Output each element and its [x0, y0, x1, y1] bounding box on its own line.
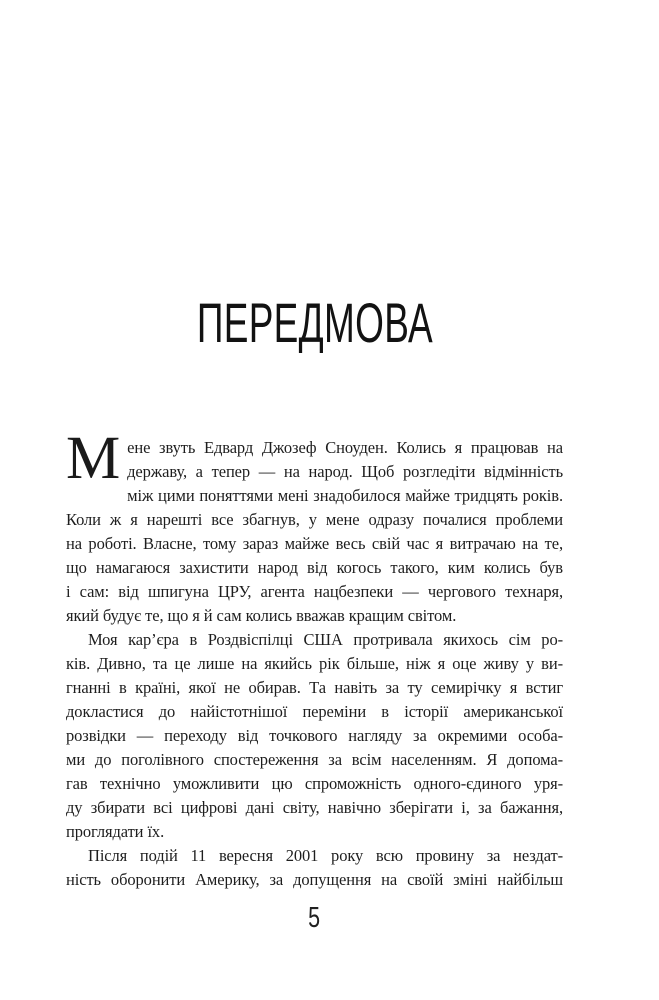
paragraph: [66, 628, 563, 844]
text-line: гнанні в країні, якої не обирав. Та навіть за ту семирічку я встиг: [66, 678, 563, 697]
chapter-title: [66, 291, 563, 354]
paragraph: [66, 425, 563, 628]
text-line: між цими поняттями мені знадобилося майже тридцять років.: [127, 486, 563, 505]
text-line: ду збирати всі цифрові дані світу, навічно зберігати і, за бажання,: [66, 798, 563, 817]
text-line: гав технічно уможливити цю спроможність одного-єдиного уря-: [66, 774, 563, 793]
text-line: проглядати їх.: [66, 822, 165, 841]
page-number: 5: [308, 902, 321, 934]
text-line: ків. Дивно, та це лише на якийсь рік більше, ніж я оце живу у ви-: [66, 654, 563, 673]
text-line: ми до поголівного спостереження за всім населенням. Я допома-: [66, 750, 563, 769]
drop-cap: М: [66, 425, 121, 492]
text-line: який будує те, що я й сам колись вважав кращим світом.: [66, 606, 457, 625]
paragraph: [66, 844, 563, 892]
text-line: що намагаюся захистити народ від когось такого, ким колись був: [66, 558, 563, 577]
text-line: Моя кар’єра в Роздвіспілці США протривала якихось сім ро-: [88, 630, 563, 649]
text-line: на роботі. Власне, тому зараз майже весь свій час я витрачаю на те,: [66, 534, 563, 553]
text-line: ність оборонити Америку, за допущення на своїй зміні найбільш: [66, 870, 563, 889]
text-line: Після подій 11 вересня 2001 року всю провину за нездат-: [88, 846, 563, 865]
body-text: [66, 425, 563, 892]
text-line: державу, а тепер — на народ. Щоб розгледіти відмінність: [127, 462, 563, 481]
text-line: і сам: від шпигуна ЦРУ, агента нацбезпеки — чергового технаря,: [66, 582, 563, 601]
text-line: докластися до найістотнішої переміни в історії американської: [66, 702, 563, 721]
text-line: розвідки — переходу від точкового нагляду за окремими особа-: [66, 726, 563, 745]
page-footer: [66, 902, 563, 934]
chapter-title-text: ПЕРЕДМОВА: [196, 291, 433, 354]
text-line: Коли ж я нарешті все збагнув, у мене одразу почалися проблеми: [66, 510, 563, 529]
text-line: ене звуть Едвард Джозеф Сноуден. Колись я працював на: [127, 438, 563, 457]
